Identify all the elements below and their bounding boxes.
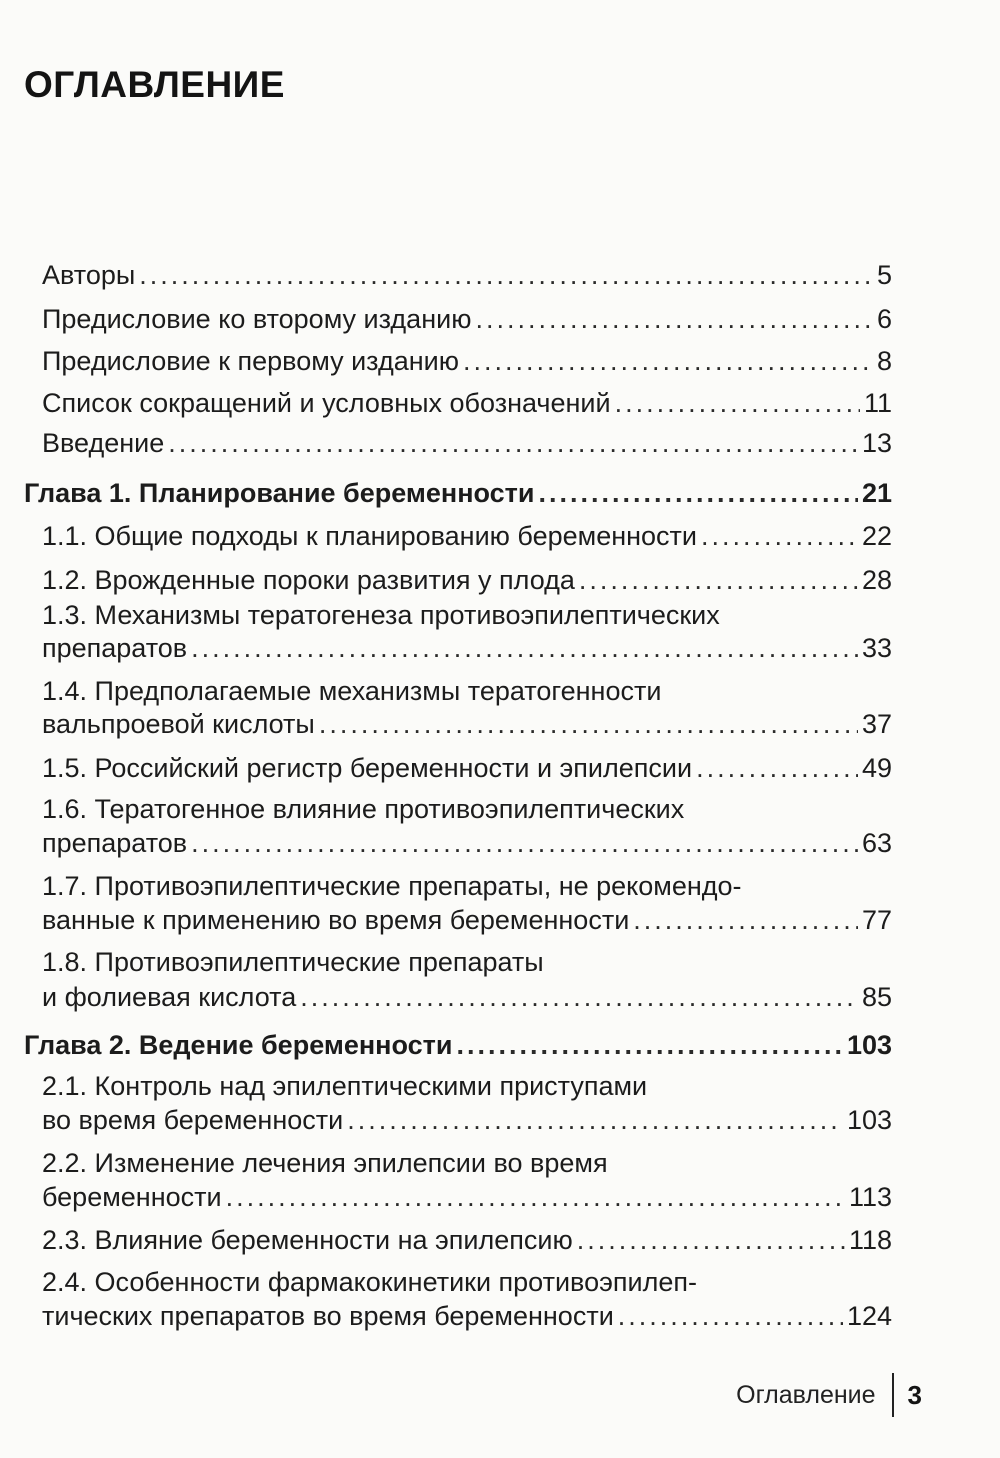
dot-leader [633,900,858,940]
dot-leader [300,977,858,1017]
dot-leader [577,1220,845,1260]
toc-entry-label-cont: препаратов [42,828,188,858]
toc-entry-1-1[interactable] [42,516,892,556]
toc-entry-label-cont: ванные к применению во время беременности [42,905,630,935]
toc-entry-label: Предисловие к первому изданию [42,346,459,376]
footer-page-number: 3 [907,1379,922,1410]
toc-page-number: 13 [861,428,892,458]
toc-entry-introduction[interactable] [42,423,892,463]
toc-page-number: 22 [861,521,892,551]
toc-page-number: 124 [846,1301,892,1331]
toc-entry-label: 2.2. Изменение лечения эпилепсии во время [42,1148,608,1178]
toc-page-number: 113 [848,1182,892,1212]
toc-page-number: 118 [848,1225,892,1255]
toc-page-number: 49 [861,753,892,783]
toc-page-number: 103 [846,1030,892,1060]
dot-leader [615,383,860,423]
toc-entry-1-8-line1[interactable] [42,942,892,982]
toc-page-number: 85 [861,982,892,1012]
toc-chapter-label: Глава 1. Планирование беременности [24,478,535,508]
dot-leader [618,1296,843,1336]
dot-leader [347,1100,843,1140]
toc-entry-1-7[interactable] [42,900,892,940]
toc-entry-label: 1.1. Общие подходы к планированию беременности [42,521,698,551]
toc-entry-label: Предисловие ко второму изданию [42,304,472,334]
toc-page-number: 21 [861,478,892,508]
toc-page-number: 63 [861,828,892,858]
toc-page-number: 33 [861,633,892,663]
toc-entry-label-cont: препаратов [42,633,188,663]
toc-entry-2-1[interactable] [42,1100,892,1140]
toc-page-number: 77 [861,905,892,935]
toc-entry-label: 1.7. Противоэпилептические препараты, не рекомендо- [42,871,742,901]
dot-leader [226,1177,845,1217]
toc-entry-label: 1.8. Противоэпилептические препараты [42,947,544,977]
toc-entry-label-cont: и фолиевая кислота [42,982,297,1012]
toc-page-number: 8 [876,346,892,376]
toc-page-number: 5 [876,260,892,290]
toc-entry-label: 1.5. Российский регистр беременности и эпилепсии [42,753,693,783]
dot-leader [456,1025,843,1065]
dot-leader [191,823,858,863]
dot-leader [168,423,858,463]
toc-page-number: 28 [861,565,892,595]
toc-page-number: 37 [861,709,892,739]
dot-leader [696,748,858,788]
dot-leader [319,704,858,744]
dot-leader [463,341,873,381]
toc-entry-1-5[interactable] [42,748,892,788]
dot-leader [475,299,873,339]
toc-entry-1-4[interactable] [42,704,892,744]
toc-entry-label: 1.4. Предполагаемые механизмы тератогенности [42,676,662,706]
toc-entry-label: Авторы [42,260,136,290]
dot-leader [701,516,858,556]
toc-entry-preface-first[interactable] [42,341,892,381]
dot-leader [538,473,857,513]
dot-leader [191,628,858,668]
toc-entry-label: 2.3. Влияние беременности на эпилепсию [42,1225,573,1255]
toc-chapter-2[interactable] [24,1025,892,1065]
toc-entry-label: Список сокращений и условных обозначений [42,388,611,418]
toc-entry-label: Введение [42,428,165,458]
toc-entry-label: 1.2. Врожденные пороки развития у плода [42,565,575,595]
toc-entry-1-6[interactable] [42,823,892,863]
toc-entry-label-cont: тических препаратов во время беременности [42,1301,614,1331]
footer-section-label: Оглавление [736,1380,876,1409]
toc-entry-2-2[interactable] [42,1177,892,1217]
toc-entry-label: 2.1. Контроль над эпилептическими приступами [42,1071,648,1101]
dot-leader [579,560,858,600]
toc-entry-label-cont: во время беременности [42,1105,344,1135]
toc-entry-label: 1.3. Механизмы тератогенеза противоэпилептических [42,600,720,630]
toc-page-number: 6 [876,304,892,334]
running-footer [736,1375,922,1415]
toc-entry-label-cont: беременности [42,1182,222,1212]
toc-entry-2-4[interactable] [42,1296,892,1336]
toc-entry-2-3[interactable] [42,1220,892,1260]
toc-entry-label: 2.4. Особенности фармакокинетики противоэпилеп- [42,1267,697,1297]
toc-page-number: 11 [863,388,892,418]
toc-page-number: 103 [846,1105,892,1135]
toc-chapter-label: Глава 2. Ведение беременности [24,1030,453,1060]
dot-leader [139,255,873,295]
toc-entry-1-8[interactable] [42,977,892,1017]
toc-entry-abbreviations[interactable] [42,383,892,423]
toc-entry-1-2[interactable] [42,560,892,600]
toc-entry-label: 1.6. Тератогенное влияние противоэпилептических [42,794,685,824]
page-title: ОГЛАВЛЕНИЕ [24,64,285,105]
toc-entry-label-cont: вальпроевой кислоты [42,709,315,739]
toc-entry-authors[interactable] [42,255,892,295]
toc-entry-1-3[interactable] [42,628,892,668]
toc-entry-preface-second[interactable] [42,299,892,339]
toc-chapter-1[interactable] [24,473,892,513]
